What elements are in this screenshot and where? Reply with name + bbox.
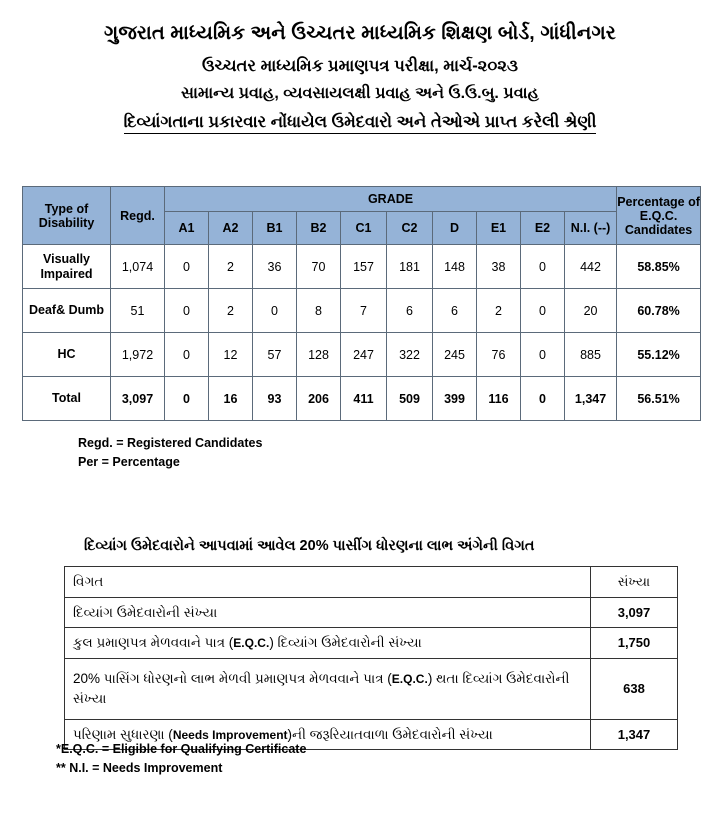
cell-b1: 57 (253, 333, 297, 377)
cell-ni: 1,347 (565, 377, 617, 421)
detail-table-container (64, 566, 678, 750)
header-grade-e1: E1 (477, 212, 521, 245)
list-item (65, 628, 678, 659)
header-percentage-eqc: Percentage of E.Q.C. Candidates (617, 187, 701, 245)
detail-label-eqc-eligible (65, 628, 591, 659)
grade-table-body (23, 245, 701, 421)
row-label-deaf-dumb: Deaf& Dumb (23, 289, 111, 333)
cell-percentage: 55.12% (617, 333, 701, 377)
legend-regd: Regd. = Registered Candidates (78, 436, 263, 450)
table-legend (78, 434, 262, 473)
cell-d: 6 (433, 289, 477, 333)
cell-a1: 0 (165, 245, 209, 289)
cell-c2: 6 (387, 289, 433, 333)
cell-c1: 247 (341, 333, 387, 377)
exam-title: ઉચ્ચતર માધ્યમિક પ્રમાણપત્ર પરીક્ષા, માર્ચ-૨૦૨૩ (202, 56, 518, 75)
table-row (23, 333, 701, 377)
header-grade-b2: B2 (297, 212, 341, 245)
header-grade-c2: C2 (387, 212, 433, 245)
report-subtitle: દિવ્યાંગતાના પ્રકારવાર નોંધાયેલ ઉમેદવારો અને તેઓએ પ્રાપ્ત કરેલી શ્રેણી (124, 114, 597, 134)
table-row (23, 289, 701, 333)
cell-b2: 128 (297, 333, 341, 377)
header-row-top (23, 187, 701, 212)
detail-text-part-c: )ની જરૂરિયાતવાળા ઉમેદવારોની સંખ્યા (287, 726, 493, 742)
row-label-visually-impaired: Visually Impaired (23, 245, 111, 289)
grade-table-head (23, 187, 701, 245)
cell-e1: 76 (477, 333, 521, 377)
cell-b1: 0 (253, 289, 297, 333)
cell-c2: 181 (387, 245, 433, 289)
cell-b2: 70 (297, 245, 341, 289)
row-label-hc: HC (23, 333, 111, 377)
header-grade-d: D (433, 212, 477, 245)
cell-regd: 1,972 (111, 333, 165, 377)
cell-b2: 8 (297, 289, 341, 333)
cell-d: 245 (433, 333, 477, 377)
detail-value-needs-improvement: 1,347 (591, 719, 678, 750)
header-regd: Regd. (111, 187, 165, 245)
cell-percentage: 56.51% (617, 377, 701, 421)
detail-text-part-a: 20% પાસિંગ ધોરણનો લાભ મેળવી પ્રમાણપત્ર મેળવવાને પાત્ર ( (73, 671, 392, 687)
grade-table-container (22, 186, 698, 421)
cell-percentage: 60.78% (617, 289, 701, 333)
cell-e1: 2 (477, 289, 521, 333)
header-grade-b1: B1 (253, 212, 297, 245)
document-footnotes (56, 740, 306, 779)
detail-text-eqc-abbr: E.Q.C. (233, 636, 270, 651)
detail-value-20pct-benefit: 638 (591, 658, 678, 719)
legend-per: Per = Percentage (78, 455, 180, 470)
header-grade-a2: A2 (209, 212, 253, 245)
cell-ni: 885 (565, 333, 617, 377)
cell-a2: 2 (209, 289, 253, 333)
cell-e2: 0 (521, 377, 565, 421)
cell-ni: 20 (565, 289, 617, 333)
detail-header-row (65, 567, 678, 598)
detail-value-eqc-eligible: 1,750 (591, 628, 678, 659)
cell-e2: 0 (521, 333, 565, 377)
cell-b1: 36 (253, 245, 297, 289)
header-grade-e2: E2 (521, 212, 565, 245)
list-item (65, 658, 678, 719)
cell-regd: 1,074 (111, 245, 165, 289)
header-grade-group: GRADE (165, 187, 617, 212)
cell-d: 148 (433, 245, 477, 289)
document-heading (0, 0, 720, 134)
cell-ni: 442 (565, 245, 617, 289)
detail-label-20pct-benefit (65, 658, 591, 719)
cell-b1: 93 (253, 377, 297, 421)
cell-e2: 0 (521, 289, 565, 333)
detail-text-part-a: કુલ પ્રમાણપત્ર મેળવવાને પાત્ર ( (73, 635, 234, 651)
cell-c2: 509 (387, 377, 433, 421)
cell-percentage: 58.85% (617, 245, 701, 289)
row-label-total: Total (23, 377, 111, 421)
board-title: ગુજરાત માધ્યમિક અને ઉચ્ચતર માધ્યમિક શિક્ષણ બોર્ડ, ગાંધીનગર (104, 22, 616, 44)
cell-a2: 16 (209, 377, 253, 421)
footnote-eqc: *E.Q.C. = Eligible for Qualifying Certificate (56, 742, 307, 756)
cell-a1: 0 (165, 289, 209, 333)
header-grade-a1: A1 (165, 212, 209, 245)
detail-text-part-a: પરિણામ સુધારણા ( (73, 726, 173, 742)
header-grade-c1: C1 (341, 212, 387, 245)
detail-value-total-divyang: 3,097 (591, 597, 678, 628)
cell-c2: 322 (387, 333, 433, 377)
cell-a2: 12 (209, 333, 253, 377)
table-row (23, 245, 701, 289)
disability-grade-table (22, 186, 701, 421)
stream-title: સામાન્ય પ્રવાહ, વ્યવસાયલક્ષી પ્રવાહ અને ઉ.ઉ.બુ. પ્રવાહ (181, 85, 539, 102)
detail-label-total-divyang: દિવ્યાંગ ઉમેદવારોની સંખ્યા (65, 597, 591, 628)
cell-b2: 206 (297, 377, 341, 421)
section2-heading: દિવ્યાંગ ઉમેદવારોને આપવામાં આવેલ 20% પાસીંગ ધોરણના લાભ અંગેની વિગત (84, 538, 535, 554)
cell-regd: 51 (111, 289, 165, 333)
list-item (65, 597, 678, 628)
cell-a2: 2 (209, 245, 253, 289)
detail-text-eqc-abbr: E.Q.C. (391, 672, 428, 687)
header-grade-ni: N.I. (--) (565, 212, 617, 245)
cell-d: 399 (433, 377, 477, 421)
passing-benefit-table (64, 566, 678, 750)
detail-text-part-c: ) થતા દિવ્યાંગ ઉમેદવારોની સંખ્યા (73, 671, 570, 706)
cell-c1: 411 (341, 377, 387, 421)
detail-text-ni-abbr: Needs Improvement (172, 727, 288, 742)
cell-e1: 116 (477, 377, 521, 421)
detail-header-count: સંખ્યા (591, 567, 678, 598)
cell-regd: 3,097 (111, 377, 165, 421)
cell-c1: 157 (341, 245, 387, 289)
cell-a1: 0 (165, 333, 209, 377)
detail-text-part-c: ) દિવ્યાંગ ઉમેદવારોની સંખ્યા (269, 635, 422, 651)
cell-a1: 0 (165, 377, 209, 421)
cell-e2: 0 (521, 245, 565, 289)
header-type-of-disability: Type of Disability (23, 187, 111, 245)
table-row-total (23, 377, 701, 421)
cell-c1: 7 (341, 289, 387, 333)
footnote-ni: ** N.I. = Needs Improvement (56, 761, 223, 776)
cell-e1: 38 (477, 245, 521, 289)
detail-header-description: વિગત (65, 567, 591, 598)
